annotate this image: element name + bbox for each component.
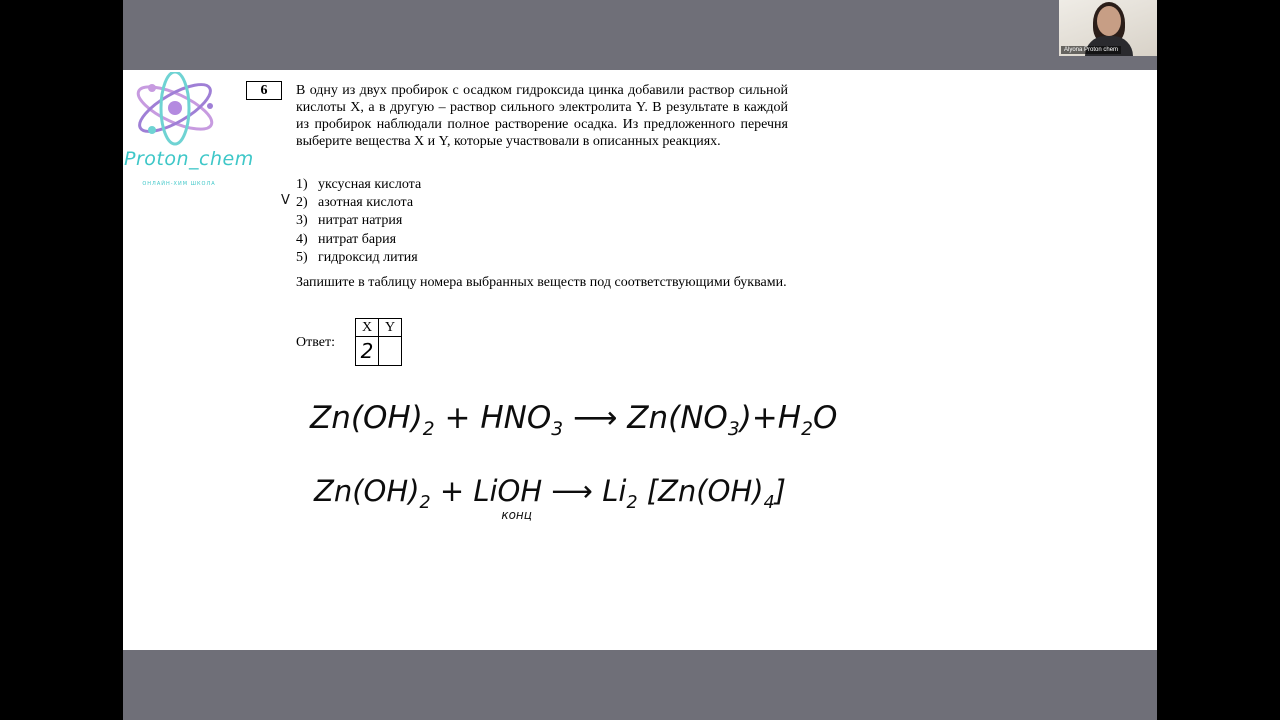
eq1-reactant1: Zn(OH): [310, 400, 423, 436]
participant-face: [1097, 6, 1121, 36]
eq2-reactant1: Zn(OH): [314, 474, 420, 508]
eq2-arrow: ⟶: [551, 474, 593, 508]
option-label: нитрат бария: [318, 231, 397, 247]
eq1-product2-sub: 2: [801, 419, 813, 441]
answer-header-y: Y: [379, 319, 402, 337]
eq1-plus2: +: [751, 400, 778, 436]
atom-logo-icon: [130, 72, 230, 192]
option-number: 4): [296, 231, 308, 247]
logo-title: Proton_chem: [124, 148, 254, 170]
option-label: гидроксид лития: [318, 249, 418, 265]
eq2-reactant1-sub: 2: [419, 492, 431, 513]
option-item: [296, 231, 421, 249]
eq1-product2: H: [777, 400, 802, 436]
handwritten-checkmark: V: [281, 193, 290, 208]
option-item: [296, 249, 421, 267]
eq1-reactant2-sub: 3: [551, 419, 564, 441]
eq1-product1: Zn(NO: [627, 400, 728, 436]
eq2-reactant2-note: конц: [501, 508, 532, 522]
eq2-bracket-close: ]: [774, 474, 786, 508]
eq1-reactant2: HNO: [480, 400, 552, 436]
options-list: [296, 176, 421, 267]
participant-name: Alyona Proton chem: [1061, 46, 1121, 54]
option-number: 1): [296, 177, 308, 192]
option-label: азотная кислота: [318, 195, 414, 211]
option-number: 2): [296, 195, 308, 211]
eq1-reactant1-sub: 2: [422, 419, 435, 441]
option-item: [296, 194, 421, 212]
eq2-complex: Zn(OH): [658, 474, 764, 508]
eq1-product1-close: ): [739, 400, 752, 436]
option-number: 5): [296, 249, 308, 265]
answer-label: Ответ:: [296, 335, 335, 350]
answer-cell-x: 2: [356, 337, 379, 366]
task-text: В одну из двух пробирок с осадком гидроксида цинка добавили раствор сильной кислоты X, а в другую – раствор сильного электролита Y. В результате в каждой из пробирок наблюдали полное растворение осадка. Из предложенного перечня выберите вещества X и Y, которые участвовали в описанных реакциях.: [296, 83, 788, 149]
answer-cell-y: [379, 337, 402, 366]
answer-header-x: X: [356, 319, 379, 337]
eq2-reactant2: LiOH: [473, 474, 543, 508]
eq2-product: Li: [602, 474, 627, 508]
eq1-product1-sub: 3: [727, 419, 740, 441]
eq1-plus: +: [444, 400, 471, 436]
eq2-plus: +: [439, 474, 465, 508]
task-number: 6: [246, 81, 282, 100]
task-instruction: Запишите в таблицу номера выбранных веществ под соответствующими буквами.: [296, 275, 787, 290]
participant-video-tile[interactable]: [1059, 0, 1157, 56]
option-number: 3): [296, 213, 308, 229]
logo-subtitle: ОНЛАЙН-ХИМ ШКОЛА: [142, 181, 216, 187]
eq2-bracket-open: [: [646, 474, 659, 508]
option-item: [296, 176, 421, 194]
eq1-product2-end: O: [812, 400, 838, 436]
shared-slide: [123, 70, 1157, 650]
answer-table: [355, 318, 402, 366]
option-label: нитрат натрия: [318, 213, 403, 229]
handwritten-equation-1: [310, 400, 837, 440]
option-item: [296, 212, 421, 230]
eq2-reactant2-wrap: [473, 474, 543, 522]
option-label: уксусная кислота: [318, 177, 422, 192]
eq2-complex-sub: 4: [763, 492, 775, 513]
eq2-product-sub: 2: [626, 492, 638, 513]
eq1-arrow: ⟶: [572, 400, 618, 436]
handwritten-equation-2: [314, 474, 786, 522]
